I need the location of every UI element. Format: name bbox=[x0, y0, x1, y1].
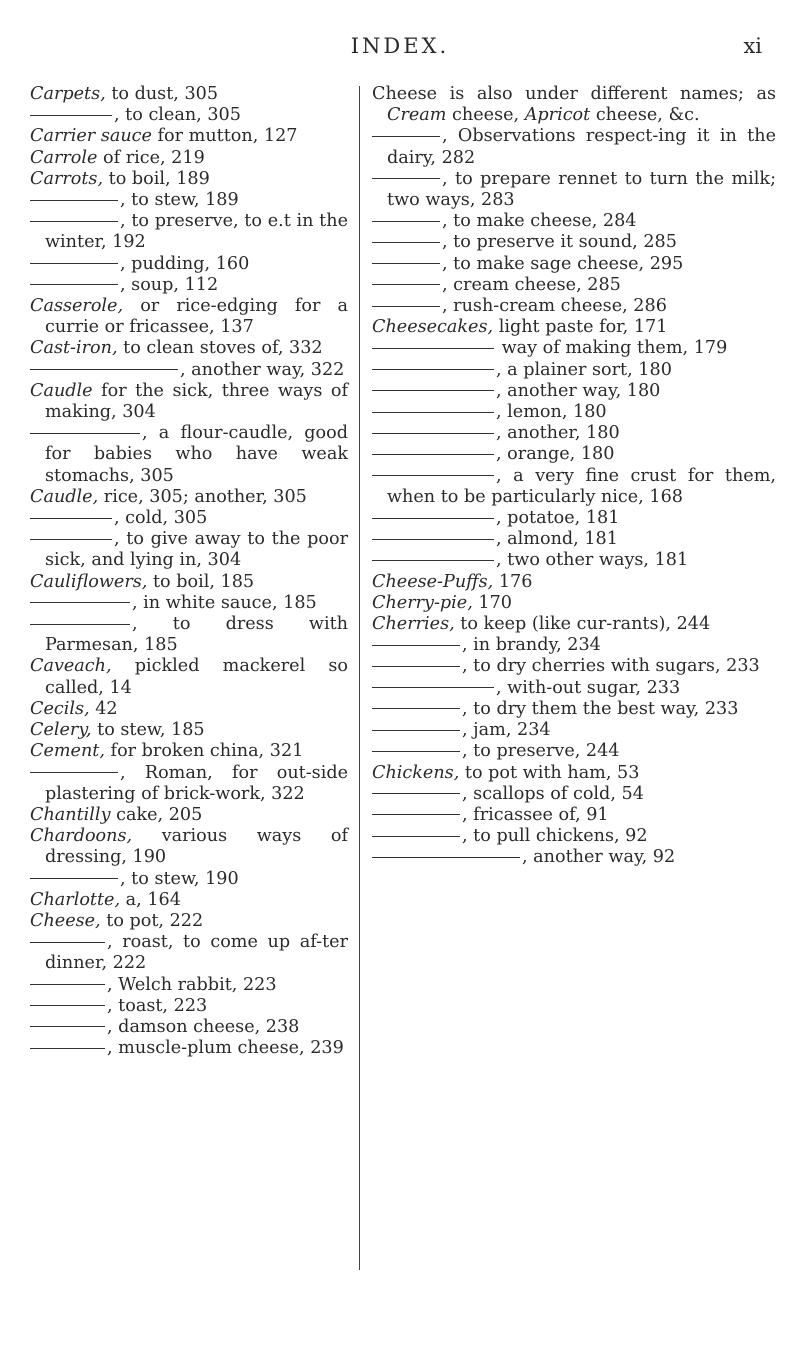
ditto-rule bbox=[30, 115, 112, 116]
entry-text: , pudding, 160 bbox=[120, 253, 250, 274]
entry-heading: Apricot bbox=[524, 105, 591, 126]
entry-text: , with-out sugar, 233 bbox=[496, 677, 681, 698]
ditto-rule bbox=[30, 1005, 105, 1006]
index-entry bbox=[30, 572, 348, 593]
ditto-rule bbox=[30, 263, 118, 264]
ditto-rule bbox=[30, 284, 118, 285]
page-title: INDEX. bbox=[350, 34, 450, 58]
entry-text: , another way, 180 bbox=[496, 380, 661, 401]
left-index-column bbox=[30, 84, 348, 1059]
index-entry bbox=[30, 275, 348, 296]
index-entry bbox=[372, 360, 776, 381]
ditto-rule bbox=[30, 221, 118, 222]
entry-text: to stew, 185 bbox=[91, 720, 205, 741]
index-entry bbox=[30, 254, 348, 275]
entry-text: cake, 205 bbox=[110, 804, 203, 825]
index-entry bbox=[372, 720, 776, 741]
entry-text: , Roman, for out-side plastering of brick-work, 322 bbox=[45, 762, 348, 804]
entry-text: to boil, 185 bbox=[147, 571, 255, 592]
index-entry bbox=[372, 466, 776, 508]
entry-text: , to make sage cheese, 295 bbox=[442, 253, 684, 274]
ditto-rule bbox=[30, 878, 118, 879]
index-entry bbox=[372, 338, 776, 359]
entry-heading: Cream bbox=[387, 105, 447, 126]
index-entry bbox=[30, 296, 348, 338]
entry-text: , potatoe, 181 bbox=[496, 508, 620, 529]
entry-text: 42 bbox=[89, 698, 118, 719]
index-entry bbox=[30, 211, 348, 253]
entry-text: , to preserve, to e.t in the winter, 192 bbox=[45, 211, 348, 253]
index-entry bbox=[372, 254, 776, 275]
ditto-rule bbox=[30, 433, 140, 434]
entry-heading: Chardoons, bbox=[30, 826, 133, 847]
entry-text: , jam, 234 bbox=[462, 720, 551, 741]
entry-heading: Charlotte, bbox=[30, 889, 121, 910]
entry-text: , toast, 223 bbox=[107, 995, 208, 1016]
ditto-rule bbox=[372, 518, 494, 519]
entry-heading: Cauliflowers, bbox=[30, 571, 148, 592]
entry-text: , roast, to come up af-ter dinner, 222 bbox=[45, 932, 348, 974]
entry-text: , a very fine crust for them, when to be particularly nice, 168 bbox=[387, 465, 776, 507]
ditto-rule bbox=[372, 666, 460, 667]
ditto-rule bbox=[372, 242, 440, 243]
index-entry bbox=[30, 1038, 348, 1059]
ditto-rule bbox=[30, 984, 105, 985]
page-number: xi bbox=[743, 34, 762, 58]
entry-heading: Cast-iron, bbox=[30, 338, 118, 359]
index-entry bbox=[372, 847, 776, 868]
column-divider bbox=[359, 86, 360, 1270]
ditto-rule bbox=[372, 390, 494, 391]
index-entry bbox=[30, 763, 348, 805]
ditto-rule bbox=[372, 433, 494, 434]
index-entry bbox=[30, 508, 348, 529]
entry-text: , to dress with Parmesan, 185 bbox=[45, 614, 348, 656]
entry-text: , to dry them the best way, 233 bbox=[462, 698, 739, 719]
index-entry bbox=[30, 169, 348, 190]
index-entry bbox=[372, 444, 776, 465]
entry-text: , damson cheese, 238 bbox=[107, 1016, 300, 1037]
ditto-rule bbox=[372, 348, 494, 349]
entry-heading: Chickens, bbox=[372, 762, 460, 783]
index-entry bbox=[30, 338, 348, 359]
entry-text: , almond, 181 bbox=[496, 529, 618, 550]
entry-heading: Cecils, bbox=[30, 698, 90, 719]
entry-text: , Observations respect-ing it in the dairy, 282 bbox=[387, 126, 776, 168]
right-index-column bbox=[372, 84, 776, 869]
entry-heading: Chantilly bbox=[30, 804, 111, 825]
index-entry bbox=[30, 805, 348, 826]
ditto-rule bbox=[372, 178, 440, 179]
entry-text: , cold, 305 bbox=[114, 508, 208, 529]
entry-text: of rice, 219 bbox=[97, 147, 205, 168]
index-entry bbox=[30, 487, 348, 508]
index-entry bbox=[30, 381, 348, 423]
entry-text: , to make cheese, 284 bbox=[442, 211, 637, 232]
index-entry bbox=[372, 169, 776, 211]
index-entry bbox=[30, 423, 348, 487]
index-entry bbox=[372, 550, 776, 571]
index-entry bbox=[30, 975, 348, 996]
ditto-rule bbox=[372, 539, 494, 540]
index-entry bbox=[372, 84, 776, 126]
entry-text: rice, 305; another, 305 bbox=[98, 486, 307, 507]
index-entry bbox=[30, 148, 348, 169]
entry-text: to pot, 222 bbox=[100, 910, 204, 931]
entry-text: , in brandy, 234 bbox=[462, 635, 601, 656]
index-entry bbox=[30, 996, 348, 1017]
entry-text: way of making them, 179 bbox=[496, 338, 728, 359]
ditto-rule bbox=[372, 857, 520, 858]
entry-text: cheese, bbox=[446, 105, 525, 126]
entry-text: , orange, 180 bbox=[496, 444, 615, 465]
entry-heading: Cement, bbox=[30, 741, 105, 762]
ditto-rule bbox=[30, 772, 118, 773]
index-entry bbox=[30, 190, 348, 211]
entry-heading: Caveach, bbox=[30, 656, 112, 677]
ditto-rule bbox=[30, 518, 112, 519]
entry-text: pickled mackerel so called, 14 bbox=[45, 656, 348, 698]
ditto-rule bbox=[30, 200, 118, 201]
index-entry bbox=[30, 360, 348, 381]
entry-text: for mutton, 127 bbox=[151, 126, 298, 147]
entry-text: a, 164 bbox=[120, 889, 181, 910]
entry-heading: Cheesecakes, bbox=[372, 317, 494, 338]
ditto-rule bbox=[372, 369, 494, 370]
entry-text: or rice-edging for a currie or fricassee, 137 bbox=[45, 296, 348, 338]
ditto-rule bbox=[372, 136, 440, 137]
entry-heading: Carrole bbox=[30, 147, 98, 168]
entry-text: to boil, 189 bbox=[103, 168, 210, 189]
entry-heading: Cheese, bbox=[30, 910, 101, 931]
index-entry bbox=[372, 275, 776, 296]
index-entry bbox=[372, 572, 776, 593]
ditto-rule bbox=[372, 412, 494, 413]
entry-text: , to preserve it sound, 285 bbox=[442, 232, 677, 253]
entry-text: , rush-cream cheese, 286 bbox=[442, 296, 667, 317]
index-entry bbox=[372, 529, 776, 550]
entry-heading: Celery, bbox=[30, 720, 92, 741]
entry-text: cheese, &c. bbox=[590, 105, 700, 126]
entry-text: , soup, 112 bbox=[120, 274, 219, 295]
entry-text: , two other ways, 181 bbox=[496, 550, 689, 571]
entry-text: , in white sauce, 185 bbox=[132, 592, 317, 613]
ditto-rule bbox=[372, 708, 460, 709]
entry-text: , fricassee of, 91 bbox=[462, 804, 609, 825]
entry-heading: Caudle bbox=[30, 380, 93, 401]
index-entry bbox=[30, 614, 348, 656]
ditto-rule bbox=[30, 539, 112, 540]
index-entry bbox=[30, 593, 348, 614]
entry-heading: Carpets, bbox=[30, 84, 106, 104]
ditto-rule bbox=[30, 624, 130, 625]
ditto-rule bbox=[372, 263, 440, 264]
index-entry bbox=[30, 720, 348, 741]
entry-text: 170 bbox=[472, 592, 512, 613]
index-entry bbox=[372, 614, 776, 635]
entry-text: , to stew, 190 bbox=[120, 868, 239, 889]
ditto-rule bbox=[372, 687, 494, 688]
entry-text: to keep (like cur-rants), 244 bbox=[454, 614, 711, 635]
ditto-rule bbox=[30, 1048, 105, 1049]
index-entry bbox=[30, 529, 348, 571]
index-entry bbox=[372, 741, 776, 762]
entry-heading: Carrier sauce bbox=[30, 126, 152, 147]
entry-text: light paste for, 171 bbox=[493, 317, 668, 338]
index-entry bbox=[372, 423, 776, 444]
entry-heading: Carrots, bbox=[30, 168, 104, 189]
index-entry bbox=[30, 84, 348, 105]
ditto-rule bbox=[372, 284, 440, 285]
ditto-rule bbox=[372, 454, 494, 455]
ditto-rule bbox=[30, 1026, 105, 1027]
ditto-rule bbox=[372, 306, 440, 307]
ditto-rule bbox=[30, 369, 178, 370]
entry-heading: Caudle, bbox=[30, 486, 99, 507]
index-entry bbox=[30, 932, 348, 974]
index-entry bbox=[372, 678, 776, 699]
entry-text: , scallops of cold, 54 bbox=[462, 783, 644, 804]
ditto-rule bbox=[372, 751, 460, 752]
ditto-rule bbox=[372, 645, 460, 646]
index-entry bbox=[30, 869, 348, 890]
ditto-rule bbox=[372, 793, 460, 794]
entry-text: , to preserve, 244 bbox=[462, 741, 620, 762]
ditto-rule bbox=[372, 814, 460, 815]
ditto-rule bbox=[372, 730, 460, 731]
entry-text: , to pull chickens, 92 bbox=[462, 826, 648, 847]
ditto-rule bbox=[372, 475, 494, 476]
index-entry bbox=[30, 911, 348, 932]
entry-text: , lemon, 180 bbox=[496, 402, 607, 423]
index-entry bbox=[372, 826, 776, 847]
entry-text: to pot with ham, 53 bbox=[459, 762, 640, 783]
entry-text: 176 bbox=[493, 571, 533, 592]
entry-text: , another, 180 bbox=[496, 423, 620, 444]
index-entry bbox=[372, 593, 776, 614]
entry-text: for the sick, three ways of making, 304 bbox=[45, 380, 348, 423]
index-entry bbox=[372, 296, 776, 317]
index-entry bbox=[372, 635, 776, 656]
index-entry bbox=[372, 508, 776, 529]
ditto-rule bbox=[372, 221, 440, 222]
entry-text: , a flour-caudle, good for babies who have weak stomachs, 305 bbox=[45, 423, 348, 486]
entry-text: various ways of dressing, 190 bbox=[45, 826, 348, 868]
index-entry bbox=[372, 317, 776, 338]
index-entry bbox=[372, 232, 776, 253]
entry-text: to dust, 305 bbox=[105, 84, 219, 104]
index-entry bbox=[372, 656, 776, 677]
entry-text: , to dry cherries with sugars, 233 bbox=[462, 656, 760, 677]
index-entry bbox=[30, 826, 348, 868]
entry-text: , muscle-plum cheese, 239 bbox=[107, 1038, 344, 1059]
entry-text: , to give away to the poor sick, and lying in, 304 bbox=[45, 529, 348, 571]
index-entry bbox=[372, 402, 776, 423]
entry-heading: Cherry-pie, bbox=[372, 592, 473, 613]
index-entry bbox=[372, 211, 776, 232]
index-entry bbox=[30, 741, 348, 762]
index-entry bbox=[372, 784, 776, 805]
entry-text: , another way, 92 bbox=[522, 847, 676, 868]
index-entry bbox=[30, 890, 348, 911]
index-entry bbox=[372, 763, 776, 784]
entry-text: to clean stoves of, 332 bbox=[117, 338, 323, 359]
entry-heading: Casserole, bbox=[30, 296, 124, 317]
index-entry bbox=[372, 381, 776, 402]
entry-text: , to clean, 305 bbox=[114, 105, 241, 126]
page-header bbox=[0, 34, 800, 68]
entry-text: , to stew, 189 bbox=[120, 190, 239, 211]
index-entry bbox=[372, 699, 776, 720]
index-entry bbox=[30, 126, 348, 147]
entry-text: , cream cheese, 285 bbox=[442, 274, 621, 295]
entry-heading: Cheese-Puffs, bbox=[372, 571, 494, 592]
entry-text: Cheese is also under different names; as bbox=[372, 84, 776, 104]
index-entry bbox=[372, 126, 776, 168]
entry-text: , another way, 322 bbox=[180, 359, 345, 380]
entry-text: , to prepare rennet to turn the milk; two ways, 283 bbox=[387, 168, 776, 211]
entry-text: , Welch rabbit, 223 bbox=[107, 974, 277, 995]
index-entry bbox=[30, 1017, 348, 1038]
index-entry bbox=[30, 105, 348, 126]
ditto-rule bbox=[372, 836, 460, 837]
ditto-rule bbox=[30, 942, 105, 943]
entry-text: , a plainer sort, 180 bbox=[496, 359, 672, 380]
entry-heading: Cherries, bbox=[372, 614, 455, 635]
entry-text: for broken china, 321 bbox=[104, 741, 304, 762]
index-entry bbox=[30, 656, 348, 698]
ditto-rule bbox=[372, 560, 494, 561]
index-entry bbox=[30, 699, 348, 720]
ditto-rule bbox=[30, 602, 130, 603]
index-entry bbox=[372, 805, 776, 826]
